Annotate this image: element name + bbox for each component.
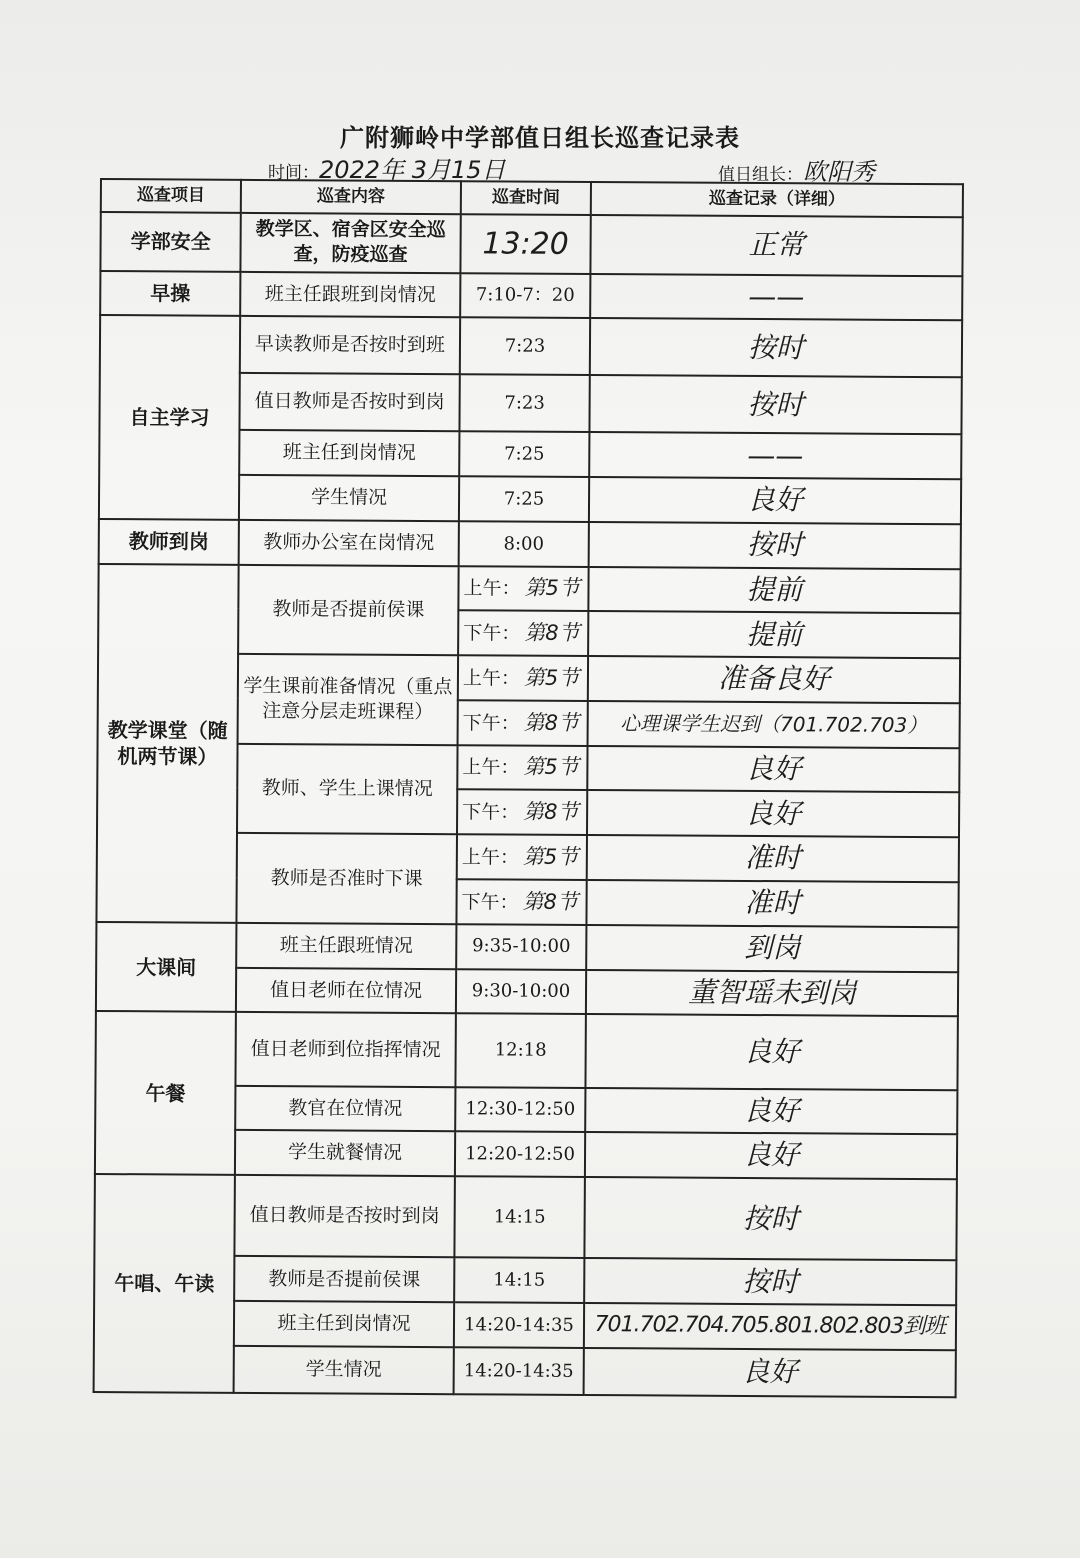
time-cell: 12:18 xyxy=(455,1013,585,1087)
category-lunch: 午餐 xyxy=(95,1011,236,1175)
content-cell: 班主任到岗情况 xyxy=(239,430,459,476)
am-label: 上午： xyxy=(462,667,521,690)
time-cell: 7:25 xyxy=(459,476,589,522)
record-handwritten: 准时 xyxy=(744,886,801,920)
table-row xyxy=(100,271,962,321)
content-cell: 教学区、宿舍区安全巡查，防疫巡查 xyxy=(240,212,460,272)
record-handwritten: 良好 xyxy=(745,796,802,830)
period-handwritten: 第5节 xyxy=(524,575,580,601)
time-cell: 14:15 xyxy=(454,1176,584,1258)
period-handwritten: 第8节 xyxy=(522,889,579,914)
header-time: 巡查时间 xyxy=(461,181,591,214)
period-handwritten: 第8节 xyxy=(524,620,580,646)
table-row xyxy=(100,315,962,377)
record-handwritten: 按时 xyxy=(746,527,803,562)
period-handwritten: 第5节 xyxy=(523,665,580,690)
content-cell: 教师是否提前侯课 xyxy=(234,1256,454,1302)
date-handwritten: 2022年 3月15日 xyxy=(319,156,506,184)
period-handwritten: 第8节 xyxy=(523,710,580,735)
leader-label: 值日组长： xyxy=(718,165,803,185)
record-handwritten: 701.702.704.705.801.802.803到班 xyxy=(594,1312,946,1340)
content-cell: 值日教师是否按时到岗 xyxy=(239,373,459,431)
am-label: 上午： xyxy=(463,577,521,600)
content-cell: 教师是否准时下课 xyxy=(236,833,457,924)
pm-label: 下午： xyxy=(463,622,521,645)
record-handwritten: 良好 xyxy=(746,483,804,517)
time-cell: 8:00 xyxy=(459,521,589,567)
time-cell: 14:20-14:35 xyxy=(454,1347,584,1395)
time-cell: 9:35-10:00 xyxy=(456,924,586,970)
leader-signature: 欧阳秀 xyxy=(803,158,875,186)
record-handwritten: 良好 xyxy=(743,1093,800,1128)
content-cell: 班主任到岗情况 xyxy=(234,1301,454,1347)
category-teacher-duty: 教师到岗 xyxy=(99,519,239,565)
time-cell: 7:23 xyxy=(460,318,590,376)
content-cell: 值日老师到位指挥情况 xyxy=(235,1012,455,1087)
time-cell: 14:15 xyxy=(454,1258,584,1304)
record-handwritten: 按时 xyxy=(742,1201,799,1235)
patrol-record-table xyxy=(93,178,964,1398)
category-safety: 学部安全 xyxy=(100,212,240,272)
content-cell: 教师、学生上课情况 xyxy=(237,744,458,835)
time-cell: 12:30-12:50 xyxy=(455,1087,585,1133)
table-row xyxy=(96,922,958,972)
record-handwritten: 到岗 xyxy=(744,930,801,965)
record-handwritten: 准时 xyxy=(744,841,801,875)
header-row xyxy=(101,179,963,217)
time-cell: 7:25 xyxy=(459,432,589,478)
record-handwritten: 董智瑶未到岗 xyxy=(687,975,857,1010)
content-cell: 早读教师是否按时到班 xyxy=(240,316,460,374)
table-row xyxy=(98,564,960,614)
category-noon: 午唱、午读 xyxy=(94,1174,235,1393)
time-cell: 14:20-14:35 xyxy=(454,1302,584,1348)
table-row xyxy=(100,212,962,276)
record-handwritten: 正常 xyxy=(748,227,805,262)
header-item: 巡查项目 xyxy=(101,179,241,212)
content-cell: 值日教师是否按时到岗 xyxy=(234,1175,454,1258)
header-record: 巡查记录（详细） xyxy=(591,182,963,217)
am-label: 上午： xyxy=(462,756,520,779)
table-row xyxy=(94,1174,956,1261)
record-handwritten: 心理课学生迟到（701.702.703） xyxy=(619,711,928,738)
category-big-break: 大课间 xyxy=(96,922,237,1012)
record-handwritten: 提前 xyxy=(746,617,803,651)
time-cell: 9:30-10:00 xyxy=(456,969,586,1015)
content-cell: 教师是否提前侯课 xyxy=(238,564,459,655)
time-cell: 7:23 xyxy=(459,375,589,433)
record-handwritten: —— xyxy=(747,438,804,472)
time-cell: 7:10-7：20 xyxy=(460,273,590,319)
record-handwritten: 按时 xyxy=(747,330,805,364)
time-cell: 12:20-12:50 xyxy=(455,1131,585,1177)
time-label: 时间： xyxy=(268,163,319,183)
category-self-study: 自主学习 xyxy=(99,315,240,519)
header-content: 巡查内容 xyxy=(241,180,461,214)
table-row xyxy=(95,1011,957,1090)
content-cell: 班主任跟班情况 xyxy=(236,923,456,969)
record-handwritten: 按时 xyxy=(747,387,804,421)
record-handwritten: 准备良好 xyxy=(717,662,831,696)
period-handwritten: 第5节 xyxy=(523,755,579,780)
pm-label: 下午： xyxy=(461,890,519,914)
content-cell: 学生课前准备情况（重点注意分层走班课程） xyxy=(238,654,459,745)
record-handwritten: 按时 xyxy=(742,1264,799,1298)
period-handwritten: 第5节 xyxy=(522,844,579,869)
record-handwritten: 良好 xyxy=(743,1034,800,1068)
record-handwritten: 良好 xyxy=(742,1138,800,1172)
record-handwritten: —— xyxy=(748,279,805,314)
table-row xyxy=(99,519,961,569)
time-handwritten: 13:20 xyxy=(482,225,569,262)
period-handwritten: 第8节 xyxy=(523,799,579,825)
content-cell: 班主任跟班到岗情况 xyxy=(240,271,460,317)
category-classroom: 教学课堂（随机两节课） xyxy=(96,564,238,923)
category-morning-exercise: 早操 xyxy=(100,271,240,317)
content-cell: 学生情况 xyxy=(234,1346,454,1394)
am-label: 上午： xyxy=(461,846,519,869)
record-handwritten: 良好 xyxy=(741,1355,798,1389)
pm-label: 下午： xyxy=(462,801,520,824)
content-cell: 教师办公室在岗情况 xyxy=(239,520,459,566)
record-handwritten: 良好 xyxy=(745,751,802,786)
content-cell: 值日老师在位情况 xyxy=(236,967,456,1013)
form-title: 广附狮岭中学部值日组长巡查记录表 xyxy=(340,123,740,152)
content-cell: 学生情况 xyxy=(239,475,459,521)
record-handwritten: 提前 xyxy=(746,572,803,607)
content-cell: 教官在位情况 xyxy=(235,1085,455,1131)
content-cell: 学生就餐情况 xyxy=(235,1130,455,1176)
pm-label: 下午： xyxy=(462,711,520,735)
